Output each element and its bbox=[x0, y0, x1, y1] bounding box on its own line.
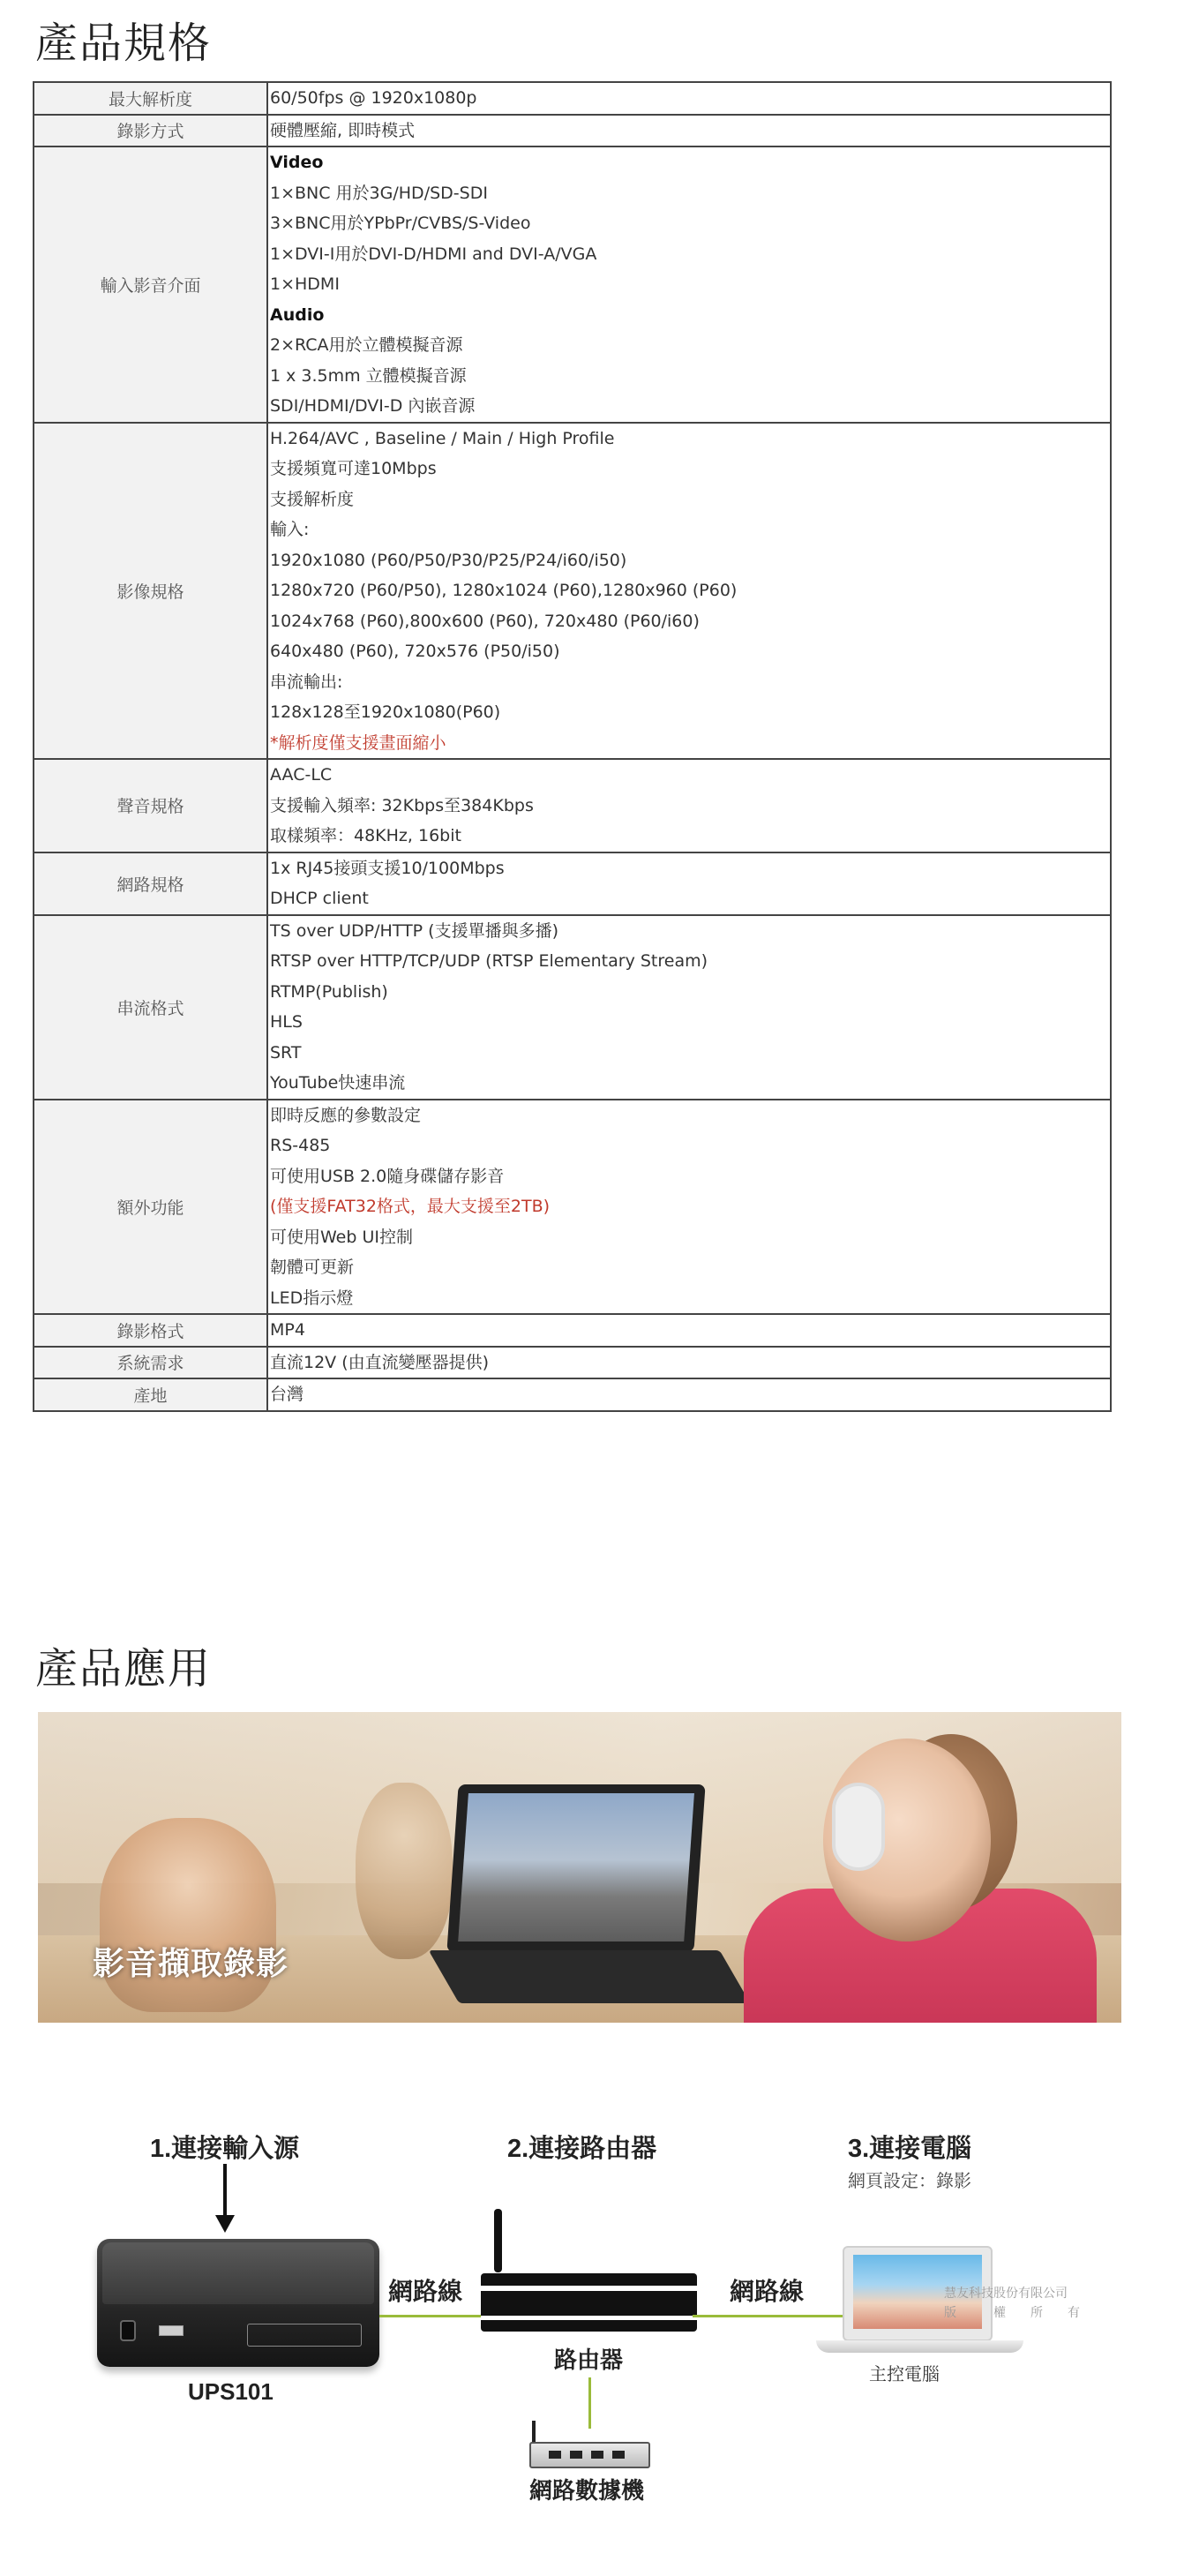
modem-label: 網路數據機 bbox=[529, 2477, 645, 2504]
spec-value bbox=[267, 1314, 1111, 1347]
spec-value-line: 1920x1080 (P60/P50/P30/P25/P24/i60/i50) bbox=[270, 550, 627, 570]
spec-value-line: 2×RCA用於立體模擬音源 bbox=[270, 335, 463, 355]
step3-subtitle: 網頁設定：錄影 bbox=[848, 2170, 971, 2191]
spec-value-line: 台灣 bbox=[270, 1385, 304, 1404]
spec-value-line: Audio bbox=[270, 304, 325, 325]
application-section-title: 產品應用 bbox=[35, 1644, 213, 1694]
spec-value-line: DHCP client bbox=[270, 889, 369, 908]
spec-value-line: SDI/HDMI/DVI-D 內嵌音源 bbox=[270, 396, 476, 416]
spec-value-line: H.264/AVC , Baseline / Main / High Profile bbox=[270, 428, 615, 448]
spec-value-line: 640x480 (P60), 720x576 (P50/i50) bbox=[270, 642, 560, 661]
spec-row bbox=[34, 146, 1111, 423]
spec-value-line: 1×BNC 用於3G/HD/SD-SDI bbox=[270, 183, 488, 203]
spec-label: 網路規格 bbox=[34, 852, 267, 915]
spec-value-line: 60/50fps @ 1920x1080p bbox=[270, 88, 477, 108]
spec-value-line: 支援解析度 bbox=[270, 489, 355, 509]
spec-value bbox=[267, 1100, 1111, 1315]
spec-value-line: 即時反應的參數設定 bbox=[270, 1105, 422, 1125]
arrow-down-icon bbox=[223, 2164, 227, 2221]
spec-value-line: 1x RJ45接頭支援10/100Mbps bbox=[270, 858, 505, 878]
spec-label: 錄影方式 bbox=[34, 115, 267, 147]
cable-label-left: 網路線 bbox=[388, 2278, 463, 2305]
spec-value-line: 串流輸出: bbox=[270, 672, 343, 692]
doll-figure-small bbox=[356, 1783, 453, 1959]
spec-row bbox=[34, 115, 1111, 147]
spec-value-line: 1×HDMI bbox=[270, 274, 340, 294]
spec-value-line: 3×BNC用於YPbPr/CVBS/S-Video bbox=[270, 214, 531, 233]
spec-label: 錄影格式 bbox=[34, 1314, 267, 1347]
spec-section-title: 產品規格 bbox=[35, 19, 213, 68]
step-connect-router: 2.連接路由器 bbox=[507, 2135, 657, 2163]
spec-value-line: 直流12V (由直流變壓器提供) bbox=[270, 1352, 490, 1372]
spec-value bbox=[267, 1347, 1111, 1379]
spec-value-line: 支援頻寬可達10Mbps bbox=[270, 459, 437, 478]
cable-line-right bbox=[693, 2315, 847, 2317]
spec-value bbox=[267, 115, 1111, 147]
spec-value bbox=[267, 1378, 1111, 1411]
spec-value-line: (僅支援FAT32格式，最大支援至2TB) bbox=[270, 1197, 551, 1216]
watermark: 慧友科技股份有限公司 版 權 所 有 bbox=[944, 2287, 1080, 2320]
spec-table bbox=[33, 81, 1112, 1412]
spec-value bbox=[267, 759, 1111, 852]
ups101-label: UPS101 bbox=[188, 2378, 274, 2405]
spec-value-line: SRT bbox=[270, 1042, 302, 1063]
spec-row bbox=[34, 1378, 1111, 1411]
spec-value-line: 支援輸入頻率: 32Kbps至384Kbps bbox=[270, 795, 534, 815]
spec-label: 輸入影音介面 bbox=[34, 146, 267, 423]
spec-label: 影像規格 bbox=[34, 423, 267, 760]
spec-label: 串流格式 bbox=[34, 915, 267, 1100]
ups101-device-icon bbox=[97, 2239, 379, 2367]
spec-row bbox=[34, 852, 1111, 915]
spec-value bbox=[267, 82, 1111, 115]
cable-label-right: 網路線 bbox=[730, 2278, 805, 2305]
spec-value-line: 1024x768 (P60),800x600 (P60), 720x480 (P60/i60) bbox=[270, 611, 700, 631]
router-icon bbox=[481, 2273, 697, 2332]
step-connect-pc: 3.連接電腦 bbox=[848, 2135, 972, 2163]
spec-value-line: HLS bbox=[270, 1012, 303, 1032]
router-label: 路由器 bbox=[554, 2347, 624, 2373]
spec-value-line: MP4 bbox=[270, 1320, 305, 1340]
spec-row bbox=[34, 915, 1111, 1100]
modem-icon bbox=[529, 2442, 650, 2468]
spec-value bbox=[267, 423, 1111, 760]
spec-value-line: 硬體壓縮, 即時模式 bbox=[270, 120, 416, 140]
banner-caption: 影音擷取錄影 bbox=[93, 1946, 289, 1982]
spec-label: 聲音規格 bbox=[34, 759, 267, 852]
spec-label: 最大解析度 bbox=[34, 82, 267, 115]
spec-value-line: TS over UDP/HTTP (支援單播與多播) bbox=[270, 920, 558, 941]
spec-value-line: RTMP(Publish) bbox=[270, 981, 388, 1002]
spec-value-line: 1280x720 (P60/P50), 1280x1024 (P60),1280x960 (P60) bbox=[270, 581, 738, 600]
spec-value-line: LED指示燈 bbox=[270, 1288, 354, 1308]
router-antenna-icon bbox=[494, 2209, 502, 2272]
spec-value bbox=[267, 146, 1111, 423]
spec-value bbox=[267, 852, 1111, 915]
pc-label: 主控電腦 bbox=[869, 2363, 940, 2384]
cable-line-down bbox=[588, 2377, 591, 2429]
spec-row bbox=[34, 423, 1111, 760]
spec-value-line: AAC-LC bbox=[270, 765, 333, 785]
spec-value-line: Video bbox=[270, 153, 324, 172]
spec-row bbox=[34, 82, 1111, 115]
spec-label: 額外功能 bbox=[34, 1100, 267, 1315]
spec-value-line: 取樣頻率：48KHz, 16bit bbox=[270, 826, 461, 845]
spec-value-line: 可使用USB 2.0隨身碟儲存影音 bbox=[270, 1166, 505, 1186]
spec-row bbox=[34, 759, 1111, 852]
headphone-icon bbox=[832, 1783, 885, 1871]
monitor-base-icon bbox=[816, 2340, 1023, 2353]
spec-value-line: RTSP over HTTP/TCP/UDP (RTSP Elementary Stream) bbox=[270, 951, 708, 971]
spec-row bbox=[34, 1314, 1111, 1347]
spec-value-line: *解析度僅支援畫面縮小 bbox=[270, 732, 446, 753]
spec-label: 系統需求 bbox=[34, 1347, 267, 1379]
spec-value-line: 128x128至1920x1080(P60) bbox=[270, 702, 501, 722]
laptop-keyboard bbox=[429, 1950, 751, 2003]
spec-value-line: YouTube快速串流 bbox=[270, 1073, 406, 1093]
spec-label: 產地 bbox=[34, 1378, 267, 1411]
spec-row bbox=[34, 1100, 1111, 1315]
spec-value-line: 1×DVI-I用於DVI-D/HDMI and DVI-A/VGA bbox=[270, 244, 597, 264]
cable-line-left bbox=[379, 2315, 481, 2317]
spec-value-line: 可使用Web UI控制 bbox=[270, 1227, 413, 1247]
spec-row bbox=[34, 1347, 1111, 1379]
spec-value-line: RS-485 bbox=[270, 1136, 331, 1155]
spec-value-line: 1 x 3.5mm 立體模擬音源 bbox=[270, 365, 467, 386]
spec-value-line: 輸入: bbox=[270, 520, 310, 539]
spec-value-line: 韌體可更新 bbox=[270, 1258, 355, 1277]
laptop-screen bbox=[446, 1784, 705, 1952]
step-connect-input: 1.連接輸入源 bbox=[150, 2135, 300, 2163]
spec-value bbox=[267, 915, 1111, 1100]
arrow-head-icon bbox=[215, 2215, 235, 2233]
